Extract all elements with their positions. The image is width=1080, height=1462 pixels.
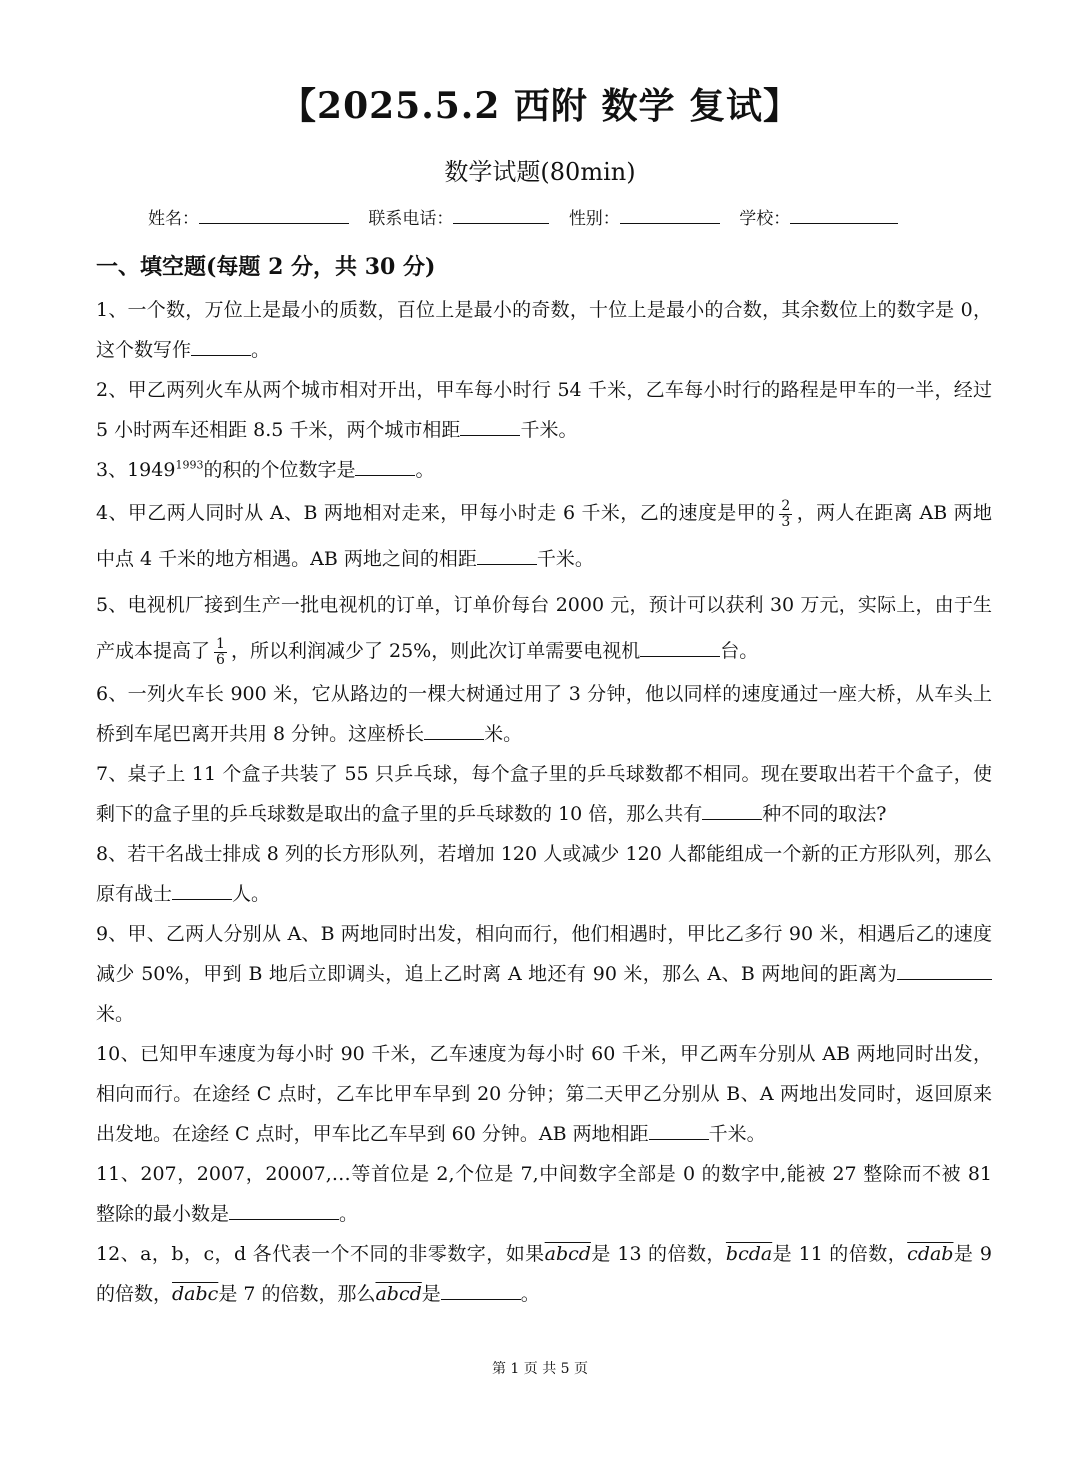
q7-answer-blank[interactable] (702, 799, 762, 820)
q8-text-end: 人。 (232, 883, 271, 905)
q7-text-end: 种不同的取法? (762, 803, 887, 825)
question-1 (96, 290, 992, 370)
q1-text-end: 。 (251, 339, 271, 361)
info-school-label: 学校： (739, 209, 791, 229)
q3-answer-blank[interactable] (355, 455, 415, 476)
q12-number-abcd-2: abcd (375, 1283, 422, 1305)
question-8 (96, 834, 992, 914)
q11-text: 11、207，2007，20007,…等首位是 2,个位是 7,中间数字全部是 0 的数字中,能被 27 整除而不被 81 整除的最小数是 (96, 1163, 992, 1225)
q12-number-bcda: bcda (725, 1243, 773, 1265)
q12-number-cdab: cdab (907, 1243, 954, 1265)
question-12 (96, 1234, 992, 1314)
section-heading: 一、填空题(每题 2 分，共 30 分) (96, 254, 436, 280)
info-gender-label: 性别： (568, 209, 620, 229)
q4-frac-denominator: 3 (781, 513, 791, 530)
question-7 (96, 754, 992, 834)
info-name (148, 204, 349, 229)
q9-text-end: 米。 (96, 1003, 135, 1025)
q3-base: 3、1949 (96, 459, 176, 481)
q4-text-mid: ，两人在距离 AB 两地中点 4 千米的地方相遇。AB 两地之间的相距 (96, 502, 992, 570)
q6-text-end: 米。 (484, 723, 523, 745)
info-school (739, 204, 898, 229)
question-6 (96, 674, 992, 754)
q1-text: 1、一个数，万位上是最小的质数，百位上是最小的奇数，十位上是最小的合数，其余数位上的数字是 0，这个数写作 (96, 299, 992, 361)
q4-text: 4、甲乙两人同时从 A、B 两地相对走来，甲每小时走 6 千米，乙的速度是甲的 (96, 502, 776, 524)
question-9 (96, 914, 992, 1034)
q12-text-b: 是 13 的倍数， (590, 1243, 726, 1265)
q5-frac-denominator: 6 (216, 651, 225, 668)
question-4 (96, 490, 992, 582)
q11-answer-blank[interactable] (229, 1199, 339, 1220)
q8-text: 8、若干名战士排成 8 列的长方形队列，若增加 120 人或减少 120 人都能组成一个新的正方形队列，那么原有战士 (96, 843, 992, 905)
q5-text-mid: ，所以利润减少了 25%，则此次订单需要电视机 (230, 640, 641, 662)
q4-text-end: 千米。 (536, 548, 594, 570)
q10-answer-blank[interactable] (649, 1119, 709, 1140)
q5-answer-blank[interactable] (640, 636, 720, 657)
q9-text: 9、甲、乙两人分别从 A、B 两地同时出发，相向而行，他们相遇时，甲比乙多行 90 米，相遇后乙的速度减少 50%，甲到 B 地后立即调头，追上乙时离 A 地还有 90 米，那么 A、B 两地间的距离为 (96, 923, 992, 985)
q4-answer-blank[interactable] (477, 544, 537, 565)
q10-text: 10、已知甲车速度为每小时 90 千米，乙车速度为每小时 60 千米，甲乙两车分别从 AB 两地同时出发，相向而行。在途经 C 点时，乙车比甲车早到 20 分钟；第二天甲乙分别从 B、A 两地出发同时，返回原来出发地。在途经 C 点时，甲车比乙车早到 60 分钟。AB 两地相距 (96, 1043, 992, 1145)
q2-text-end: 千米。 (520, 419, 578, 441)
q10-text-end: 千米。 (708, 1123, 766, 1145)
page-title: 【2025.5.2 西附 数学 复试】 (280, 85, 800, 127)
info-phone (368, 204, 549, 229)
question-2 (96, 370, 992, 450)
question-11 (96, 1154, 992, 1234)
q12-number-dabc: dabc (172, 1283, 219, 1305)
info-gender-blank[interactable] (620, 207, 720, 224)
info-name-label: 姓名： (148, 209, 199, 229)
q4-frac-numerator: 2 (781, 497, 791, 514)
q12-number-abcd: abcd (544, 1243, 591, 1265)
q2-answer-blank[interactable] (460, 415, 520, 436)
q3-exponent: 1993 (175, 458, 204, 472)
q12-text-e: 是 7 的倍数，那么 (218, 1283, 376, 1305)
info-phone-label: 联系电话： (368, 209, 454, 229)
q7-text: 7、桌子上 11 个盒子共装了 55 只乒乓球，每个盒子里的乒乓球数都不相同。现在要取出若干个盒子，使剩下的盒子里的乒乓球数是取出的盒子里的乒乓球数的 10 倍，那么共有 (96, 763, 992, 825)
page-subtitle: 数学试题(80min) (444, 158, 636, 186)
q5-text-end: 台。 (720, 640, 759, 662)
info-school-blank[interactable] (790, 207, 898, 224)
q5-text: 5、电视机厂接到生产一批电视机的订单，订单价每台 2000 元，预计可以获利 30 万元，实际上，由于生产成本提高了 (96, 594, 992, 662)
page-footer: 第 1 页 共 5 页 (491, 1361, 589, 1377)
q12-text-d: 是 9 的倍数， (96, 1243, 992, 1305)
q12-text-f: 是 (421, 1283, 441, 1305)
info-phone-blank[interactable] (453, 207, 549, 224)
q12-text: 12、a，b，c，d 各代表一个不同的非零数字，如果 (96, 1243, 545, 1265)
q9-answer-blank[interactable] (897, 959, 992, 980)
q8-answer-blank[interactable] (172, 879, 232, 900)
q2-text: 2、甲乙两列火车从两个城市相对开出，甲车每小时行 54 千米，乙车每小时行的路程是甲车的一半，经过 5 小时两车还相距 8.5 千米，两个城市相距 (96, 379, 992, 441)
question-10 (96, 1034, 992, 1154)
q12-text-end: 。 (520, 1283, 540, 1305)
q5-frac-numerator: 1 (216, 635, 225, 652)
q12-answer-blank[interactable] (441, 1279, 521, 1300)
q11-text-end: 。 (339, 1203, 359, 1225)
info-gender (569, 204, 720, 229)
question-list (96, 290, 992, 1314)
q3-text-end: 。 (415, 459, 435, 481)
q4-fraction (779, 499, 792, 530)
q5-fraction (214, 637, 227, 668)
info-name-blank[interactable] (199, 207, 349, 224)
question-5 (96, 582, 992, 674)
q12-text-c: 是 11 的倍数， (772, 1243, 908, 1265)
q3-text: 的积的个位数字是 (203, 459, 356, 481)
q6-text: 6、一列火车长 900 米，它从路边的一棵大树通过用了 3 分钟，他以同样的速度通过一座大桥，从车头上桥到车尾巴离开共用 8 分钟。这座桥长 (96, 683, 992, 745)
q6-answer-blank[interactable] (424, 719, 484, 740)
student-info-row (148, 204, 928, 229)
question-3 (96, 450, 992, 490)
q1-answer-blank[interactable] (191, 335, 251, 356)
